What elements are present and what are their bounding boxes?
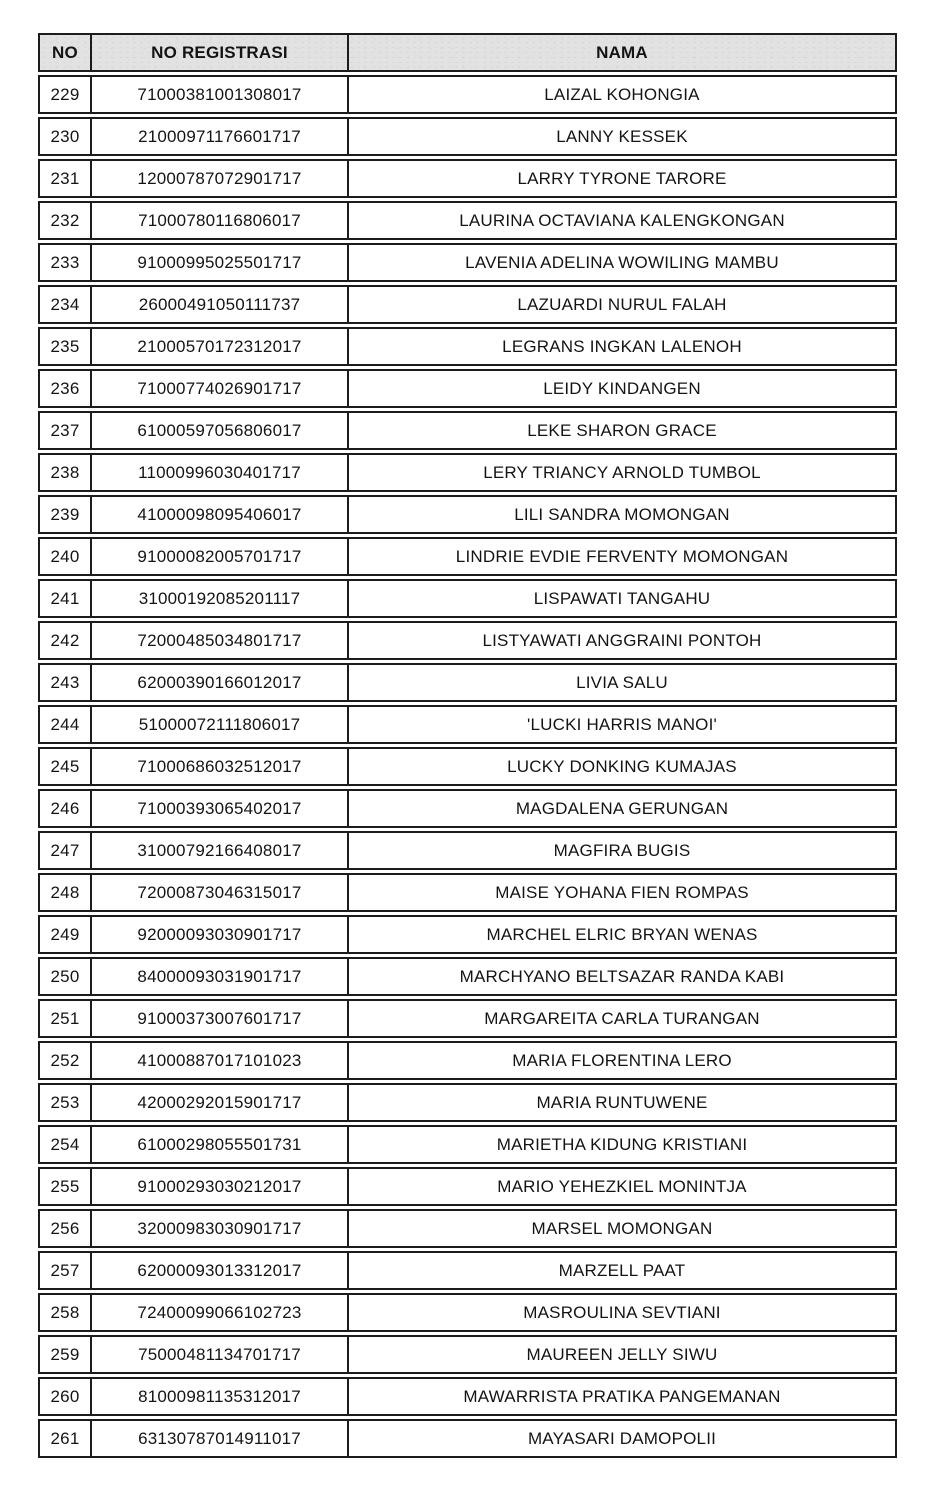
row-nama-cell: MARCHYANO BELTSAZAR RANDA KABI <box>459 966 785 986</box>
table-row <box>38 1167 897 1206</box>
row-registrasi-cell: 21000570172312017 <box>92 329 349 364</box>
row-no-cell: 236 <box>40 371 92 406</box>
row-nama-cell: LUCKY DONKING KUMAJAS <box>507 756 737 776</box>
row-no-cell: 245 <box>40 749 92 784</box>
row-registrasi-cell: 31000192085201117 <box>92 581 349 616</box>
row-registrasi-cell: 42000292015901717 <box>92 1085 349 1120</box>
row-nama-cell: MARZELL PAAT <box>558 1260 686 1280</box>
table-row <box>38 831 897 870</box>
row-no-cell: 230 <box>40 119 92 154</box>
row-nama-cell: MARIA FLORENTINA LERO <box>512 1050 732 1070</box>
table-row <box>38 957 897 996</box>
row-registrasi-cell: 72000873046315017 <box>92 875 349 910</box>
row-registrasi-cell: 41000887017101023 <box>92 1043 349 1078</box>
row-nama-cell: LARRY TYRONE TARORE <box>517 168 727 188</box>
row-no-cell: 241 <box>40 581 92 616</box>
row-no-cell: 256 <box>40 1211 92 1246</box>
row-registrasi-cell: 81000981135312017 <box>92 1379 349 1414</box>
row-no-cell: 249 <box>40 917 92 952</box>
row-no-cell: 242 <box>40 623 92 658</box>
row-nama-cell: LAURINA OCTAVIANA KALENGKONGAN <box>459 210 785 230</box>
row-nama-cell: LEIDY KINDANGEN <box>543 378 701 398</box>
row-registrasi-cell: 26000491050111737 <box>92 287 349 322</box>
row-registrasi-cell: 91000082005701717 <box>92 539 349 574</box>
row-nama-cell: LISTYAWATI ANGGRAINI PONTOH <box>482 630 762 650</box>
header-nama: NAMA <box>596 42 648 62</box>
row-registrasi-cell: 72000485034801717 <box>92 623 349 658</box>
row-no-cell: 260 <box>40 1379 92 1414</box>
row-nama-cell: LANNY KESSEK <box>556 126 688 146</box>
row-no-cell: 233 <box>40 245 92 280</box>
row-registrasi-cell: 21000971176601717 <box>92 119 349 154</box>
row-no-cell: 231 <box>40 161 92 196</box>
row-registrasi-cell: 71000381001308017 <box>92 77 349 112</box>
row-nama-cell: LEKE SHARON GRACE <box>527 420 717 440</box>
row-registrasi-cell: 71000686032512017 <box>92 749 349 784</box>
row-nama-cell: MASROULINA SEVTIANI <box>523 1302 721 1322</box>
table-row <box>38 1209 897 1248</box>
table-row <box>38 411 897 450</box>
row-nama-cell: MAYASARI DAMOPOLII <box>527 1428 717 1448</box>
row-no-cell: 259 <box>40 1337 92 1372</box>
row-no-cell: 250 <box>40 959 92 994</box>
row-registrasi-cell: 84000093031901717 <box>92 959 349 994</box>
header-registrasi: NO REGISTRASI <box>92 35 349 70</box>
table-row <box>38 159 897 198</box>
row-no-cell: 251 <box>40 1001 92 1036</box>
row-nama-cell: LERY TRIANCY ARNOLD TUMBOL <box>483 462 761 482</box>
row-nama-cell: MARCHEL ELRIC BRYAN WENAS <box>486 924 758 944</box>
table-row <box>38 1335 897 1374</box>
table-row <box>38 1377 897 1416</box>
table-row <box>38 1293 897 1332</box>
row-no-cell: 247 <box>40 833 92 868</box>
table-row <box>38 201 897 240</box>
row-registrasi-cell: 62000093013312017 <box>92 1253 349 1288</box>
row-no-cell: 244 <box>40 707 92 742</box>
table-row <box>38 1419 897 1458</box>
table-row <box>38 873 897 912</box>
row-nama-cell: MARGAREITA CARLA TURANGAN <box>484 1008 760 1028</box>
table-row <box>38 1041 897 1080</box>
table-row <box>38 1083 897 1122</box>
row-registrasi-cell: 71000393065402017 <box>92 791 349 826</box>
row-no-cell: 235 <box>40 329 92 364</box>
row-registrasi-cell: 61000298055501731 <box>92 1127 349 1162</box>
row-registrasi-cell: 12000787072901717 <box>92 161 349 196</box>
table-row <box>38 117 897 156</box>
row-nama-cell: LEGRANS INGKAN LALENOH <box>502 336 742 356</box>
row-no-cell: 254 <box>40 1127 92 1162</box>
row-no-cell: 248 <box>40 875 92 910</box>
row-nama-cell: MARIETHA KIDUNG KRISTIANI <box>496 1134 748 1154</box>
row-registrasi-cell: 62000390166012017 <box>92 665 349 700</box>
row-nama-cell: MAISE YOHANA FIEN ROMPAS <box>495 882 749 902</box>
row-no-cell: 258 <box>40 1295 92 1330</box>
row-registrasi-cell: 91000293030212017 <box>92 1169 349 1204</box>
row-nama-cell: LAVENIA ADELINA WOWILING MAMBU <box>465 252 779 272</box>
row-registrasi-cell: 63130787014911017 <box>92 1421 349 1456</box>
row-nama-cell: MARIA RUNTUWENE <box>536 1092 708 1112</box>
row-no-cell: 240 <box>40 539 92 574</box>
row-registrasi-cell: 71000774026901717 <box>92 371 349 406</box>
registration-table <box>38 33 897 1461</box>
row-no-cell: 237 <box>40 413 92 448</box>
table-body <box>38 75 897 1458</box>
row-no-cell: 234 <box>40 287 92 322</box>
row-registrasi-cell: 92000093030901717 <box>92 917 349 952</box>
header-no: NO <box>40 35 92 70</box>
row-nama-cell: MAWARRISTA PRATIKA PANGEMANAN <box>463 1386 781 1406</box>
table-row <box>38 1125 897 1164</box>
row-nama-cell: LIVIA SALU <box>576 672 668 692</box>
row-registrasi-cell: 91000373007601717 <box>92 1001 349 1036</box>
table-row <box>38 915 897 954</box>
row-nama-cell: LAIZAL KOHONGIA <box>544 84 700 104</box>
row-no-cell: 253 <box>40 1085 92 1120</box>
table-row <box>38 243 897 282</box>
table-row <box>38 285 897 324</box>
row-registrasi-cell: 31000792166408017 <box>92 833 349 868</box>
row-registrasi-cell: 91000995025501717 <box>92 245 349 280</box>
row-nama-cell: 'LUCKI HARRIS MANOI' <box>527 714 717 734</box>
table-row <box>38 327 897 366</box>
row-nama-cell: MARIO YEHEZKIEL MONINTJA <box>497 1176 747 1196</box>
table-header-row <box>38 33 897 72</box>
row-registrasi-cell: 72400099066102723 <box>92 1295 349 1330</box>
row-nama-cell: LINDRIE EVDIE FERVENTY MOMONGAN <box>455 546 789 566</box>
row-registrasi-cell: 75000481134701717 <box>92 1337 349 1372</box>
row-registrasi-cell: 41000098095406017 <box>92 497 349 532</box>
row-nama-cell: MAGFIRA BUGIS <box>553 840 691 860</box>
row-no-cell: 255 <box>40 1169 92 1204</box>
table-row <box>38 579 897 618</box>
table-row <box>38 663 897 702</box>
row-registrasi-cell: 51000072111806017 <box>92 707 349 742</box>
row-no-cell: 229 <box>40 77 92 112</box>
row-registrasi-cell: 71000780116806017 <box>92 203 349 238</box>
row-nama-cell: LISPAWATI TANGAHU <box>533 588 711 608</box>
row-nama-cell: LAZUARDI NURUL FALAH <box>517 294 727 314</box>
table-row <box>38 537 897 576</box>
row-nama-cell: LILI SANDRA MOMONGAN <box>514 504 730 524</box>
row-no-cell: 257 <box>40 1253 92 1288</box>
row-registrasi-cell: 11000996030401717 <box>92 455 349 490</box>
row-no-cell: 238 <box>40 455 92 490</box>
row-nama-cell: MAUREEN JELLY SIWU <box>526 1344 718 1364</box>
table-row <box>38 369 897 408</box>
table-row <box>38 1251 897 1290</box>
row-no-cell: 243 <box>40 665 92 700</box>
row-no-cell: 252 <box>40 1043 92 1078</box>
table-row <box>38 999 897 1038</box>
table-row <box>38 747 897 786</box>
row-registrasi-cell: 61000597056806017 <box>92 413 349 448</box>
table-row <box>38 789 897 828</box>
table-row <box>38 495 897 534</box>
table-row <box>38 75 897 114</box>
table-row <box>38 705 897 744</box>
row-registrasi-cell: 32000983030901717 <box>92 1211 349 1246</box>
row-no-cell: 261 <box>40 1421 92 1456</box>
row-no-cell: 246 <box>40 791 92 826</box>
row-no-cell: 232 <box>40 203 92 238</box>
row-nama-cell: MAGDALENA GERUNGAN <box>515 798 729 818</box>
row-no-cell: 239 <box>40 497 92 532</box>
table-row <box>38 453 897 492</box>
table-row <box>38 621 897 660</box>
row-nama-cell: MARSEL MOMONGAN <box>531 1218 713 1238</box>
